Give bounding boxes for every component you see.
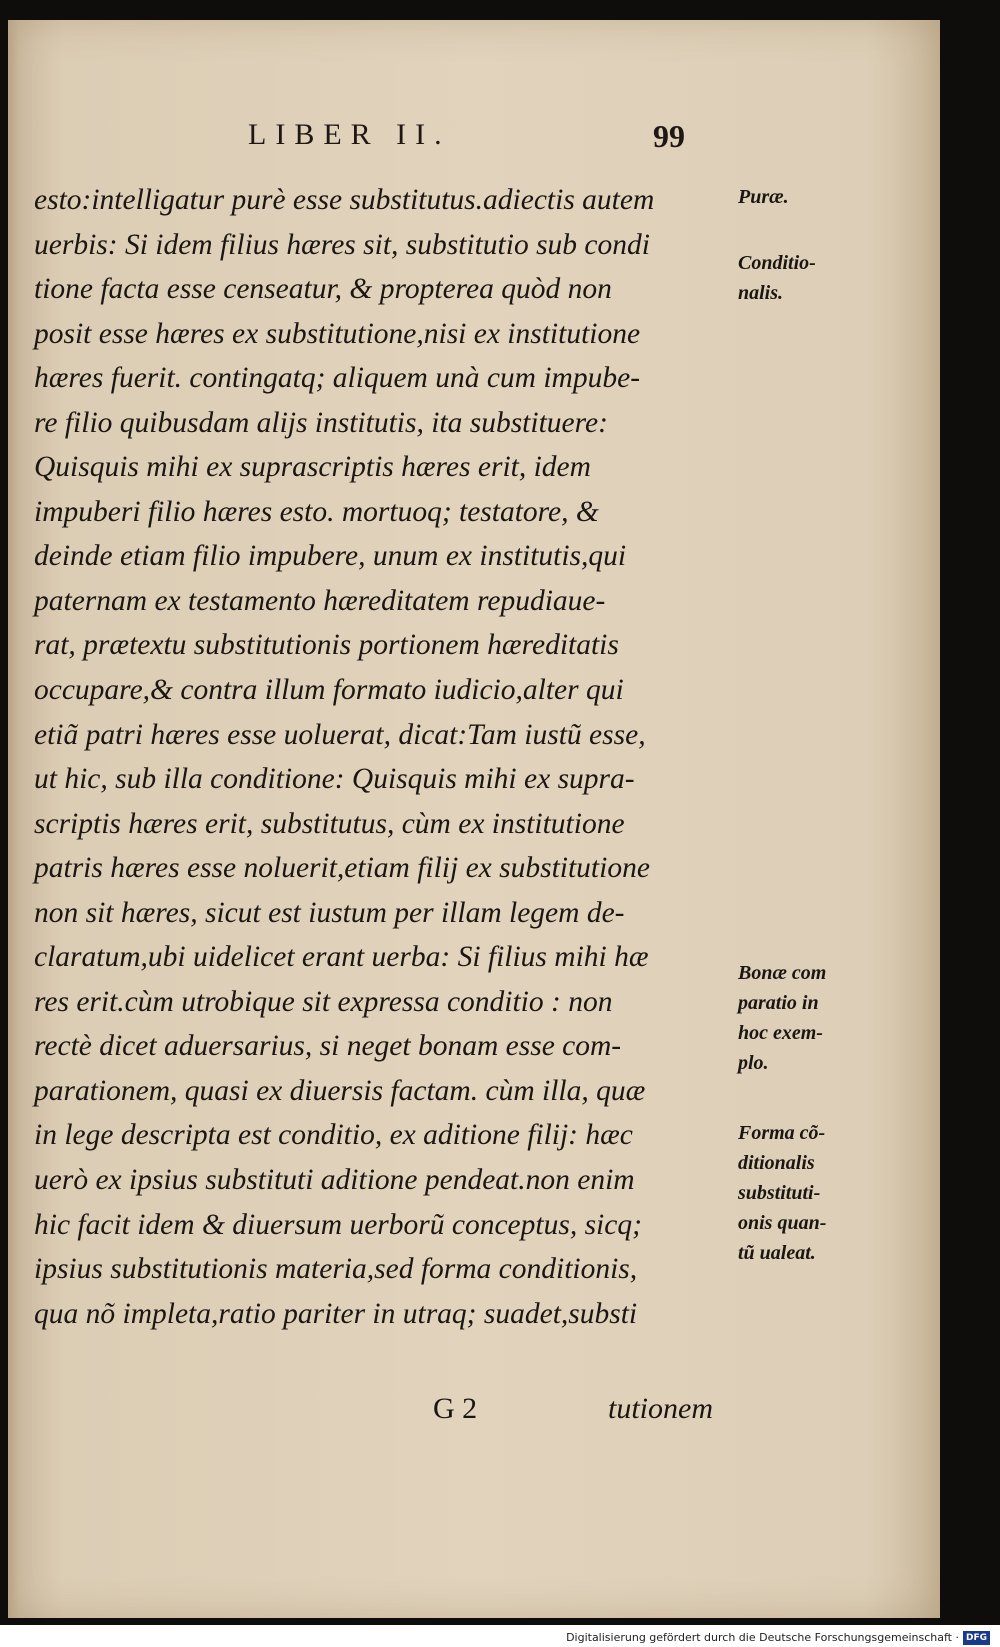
page-footer: [8, 1392, 728, 1436]
text-line: rectè dicet aduersarius, si neget bonam esse com-: [34, 1030, 622, 1063]
text-line: occupare,& contra illum formato iudicio,alter qui: [34, 674, 624, 707]
text-line: paternam ex testamento hæreditatem repudiaue-: [34, 584, 606, 617]
text-line: esto:intelligatur purè esse substitutus.adiectis autem: [34, 184, 655, 216]
text-line: posit esse hæres ex substitutione,nisi ex institutione: [34, 317, 641, 350]
margin-note-comparison: [738, 958, 848, 1078]
margin-note-line: onis quan-: [738, 1212, 827, 1234]
text-line: patris hæres esse noluerit,etiam filij ex substitutione: [34, 852, 650, 885]
text-line: parationem, quasi ex diuersis factam. cùm illa, quæ: [34, 1074, 646, 1107]
margin-note-line: Puræ.: [738, 186, 789, 208]
text-line: deinde etiam filio impubere, unum ex institutis,qui: [34, 540, 627, 573]
text-line: ut hic, sub illa conditione: Quisquis mihi ex supra-: [34, 763, 635, 796]
page-gutter-shadow: [8, 20, 18, 1618]
margin-note-line: substituti-: [738, 1182, 821, 1204]
page-number: 99: [653, 118, 685, 154]
text-line: rat, prætextu substitutionis portionem hæreditatis: [34, 629, 619, 662]
dfg-logo: DFG: [963, 1631, 990, 1645]
margin-note-line: Bonæ com: [738, 962, 827, 984]
text-line: re filio quibusdam alijs institutis, ita substituere:: [34, 406, 608, 439]
margin-note-line: tũ ualeat.: [738, 1242, 816, 1264]
text-line: Quisquis mihi ex suprascriptis hæres erit, idem: [34, 451, 591, 484]
text-line: uerbis: Si idem filius hæres sit, substitutio sub condi: [34, 228, 650, 261]
text-line: impuberi filio hæres esto. mortuoq; testatore, &: [34, 495, 599, 528]
margin-note-form: [738, 1118, 848, 1268]
book-page: [8, 20, 940, 1618]
margin-note-line: plo.: [738, 1052, 769, 1074]
text-line: in lege descripta est conditio, ex aditione filij: hæc: [34, 1119, 633, 1152]
text-line: non sit hæres, sicut est iustum per illam legem de-: [34, 896, 625, 929]
body-text: [34, 178, 734, 1336]
catchword: tutionem: [608, 1392, 713, 1425]
text-line: hic facit idem & diuersum uerborũ conceptus, sicq;: [34, 1208, 642, 1241]
text-line: qua nõ impleta,ratio pariter in utraq; suadet,substi: [34, 1297, 638, 1330]
text-line: ipsius substitutionis materia,sed forma conditionis,: [34, 1253, 638, 1286]
text-line: claratum,ubi uidelicet erant uerba: Si filius mihi hæ: [34, 941, 649, 974]
text-line: hæres fuerit. contingatq; aliquem unà cum impube-: [34, 362, 641, 395]
digitization-credit: [566, 1628, 990, 1647]
running-head: [8, 118, 688, 168]
margin-note-line: Conditio-: [738, 252, 816, 274]
text-line: scriptis hæres erit, substitutus, cùm ex institutione: [34, 807, 625, 840]
text-line: tione facta esse censeatur, & propterea quòd non: [34, 273, 612, 306]
signature-mark: G 2: [433, 1392, 478, 1425]
margin-note-line: paratio in: [738, 992, 819, 1014]
margin-note-line: Forma cõ-: [738, 1122, 826, 1144]
margin-note-conditional: [738, 248, 848, 308]
credit-text: Digitalisierung gefördert durch die Deutsche Forschungsgemeinschaft ·: [566, 1631, 959, 1644]
margin-note-pure: [738, 182, 848, 212]
margin-note-line: nalis.: [738, 282, 784, 304]
margin-note-line: ditionalis: [738, 1152, 815, 1174]
text-line: uerò ex ipsius substituti aditione pendeat.non enim: [34, 1164, 635, 1197]
running-title: LIBER II.: [248, 118, 451, 151]
text-line: res erit.cùm utrobique sit expressa conditio : non: [34, 985, 613, 1018]
margin-note-line: hoc exem-: [738, 1022, 823, 1044]
text-line: etiã patri hæres esse uoluerat, dicat:Tam iustũ esse,: [34, 718, 646, 751]
